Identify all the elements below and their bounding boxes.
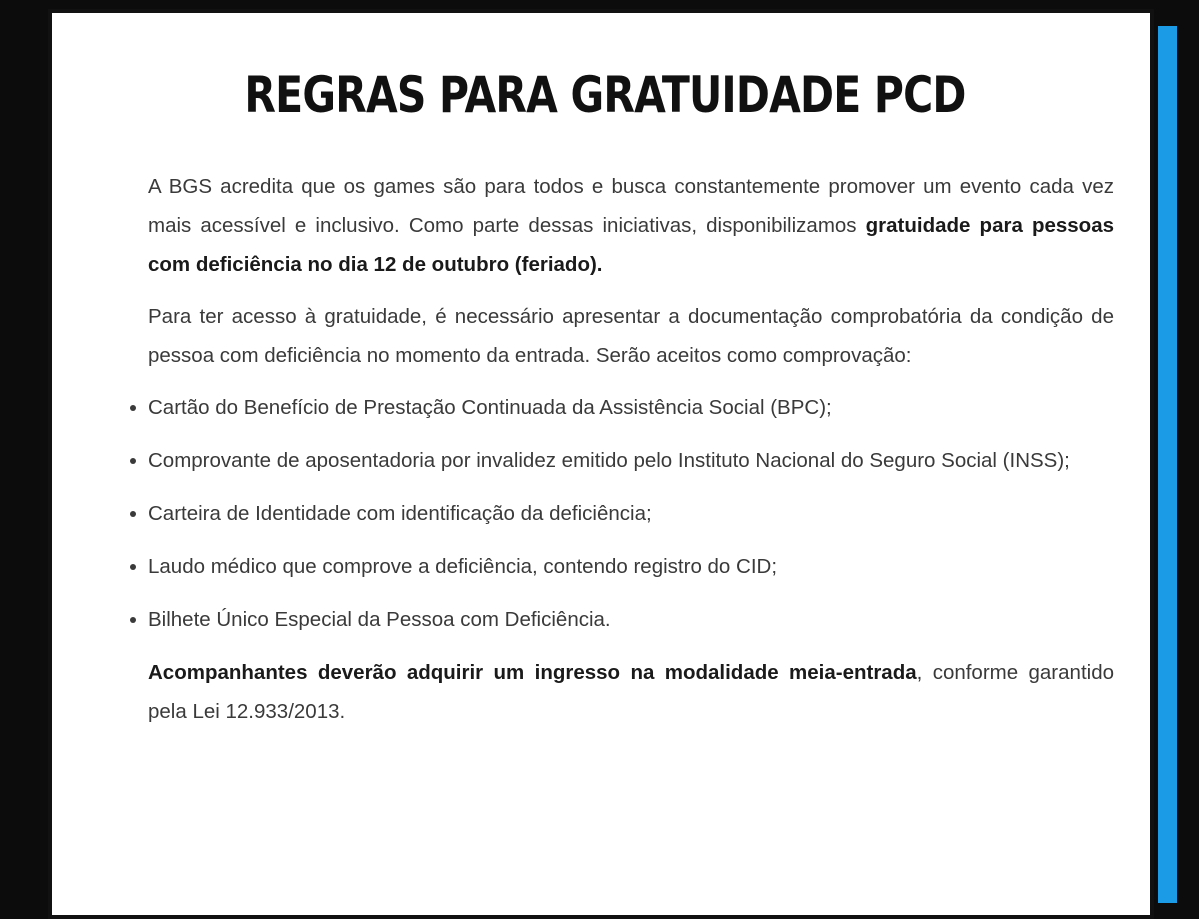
list-item [148, 600, 1114, 639]
bullet-icon [130, 511, 136, 517]
list-item-text: Cartão do Benefício de Prestação Continuada da Assistência Social (BPC); [148, 396, 832, 419]
rules-card [48, 9, 1154, 919]
bullet-icon [130, 405, 136, 411]
list-item-text: Carteira de Identidade com identificação da deficiência; [148, 502, 652, 525]
intro-text: A BGS acredita que os games são para todos e busca constantemente promover um evento cada vez mais acessível e inclusivo. Como parte dessas iniciativas, disponibilizamos [148, 175, 1114, 237]
documents-list [148, 388, 1114, 639]
companions-highlight: Acompanhantes deverão adquirir um ingresso na modalidade meia-entrada [148, 661, 917, 684]
companions-paragraph [148, 653, 1114, 731]
rules-content [148, 167, 1114, 744]
bullet-icon [130, 564, 136, 570]
list-item-text: Laudo médico que comprove a deficiência, contendo registro do CID; [148, 555, 778, 578]
bullet-icon [130, 458, 136, 464]
bullet-icon [130, 617, 136, 623]
list-item [148, 388, 1114, 427]
page-title: REGRAS PARA GRATUIDADE PCD [244, 66, 966, 124]
requirements-paragraph: Para ter acesso à gratuidade, é necessário apresentar a documentação comprobatória da condição de pessoa com deficiência no momento da entrada. Serão aceitos como comprovação: [148, 305, 1114, 367]
list-item-text: Comprovante de aposentadoria por invalidez emitido pelo Instituto Nacional do Seguro Social (INSS); [148, 449, 1070, 472]
list-item [148, 441, 1114, 480]
list-item [148, 547, 1114, 586]
list-item-text: Bilhete Único Especial da Pessoa com Deficiência. [148, 608, 611, 631]
list-item [148, 494, 1114, 533]
accent-strip [1158, 26, 1177, 903]
intro-paragraph [148, 167, 1114, 284]
intro-highlight: gratuidade para pessoas com deficiência no dia 12 de outubro (feriado). [148, 214, 1114, 276]
companions-text: , conforme garantido pela Lei 12.933/2013. [148, 661, 1114, 723]
